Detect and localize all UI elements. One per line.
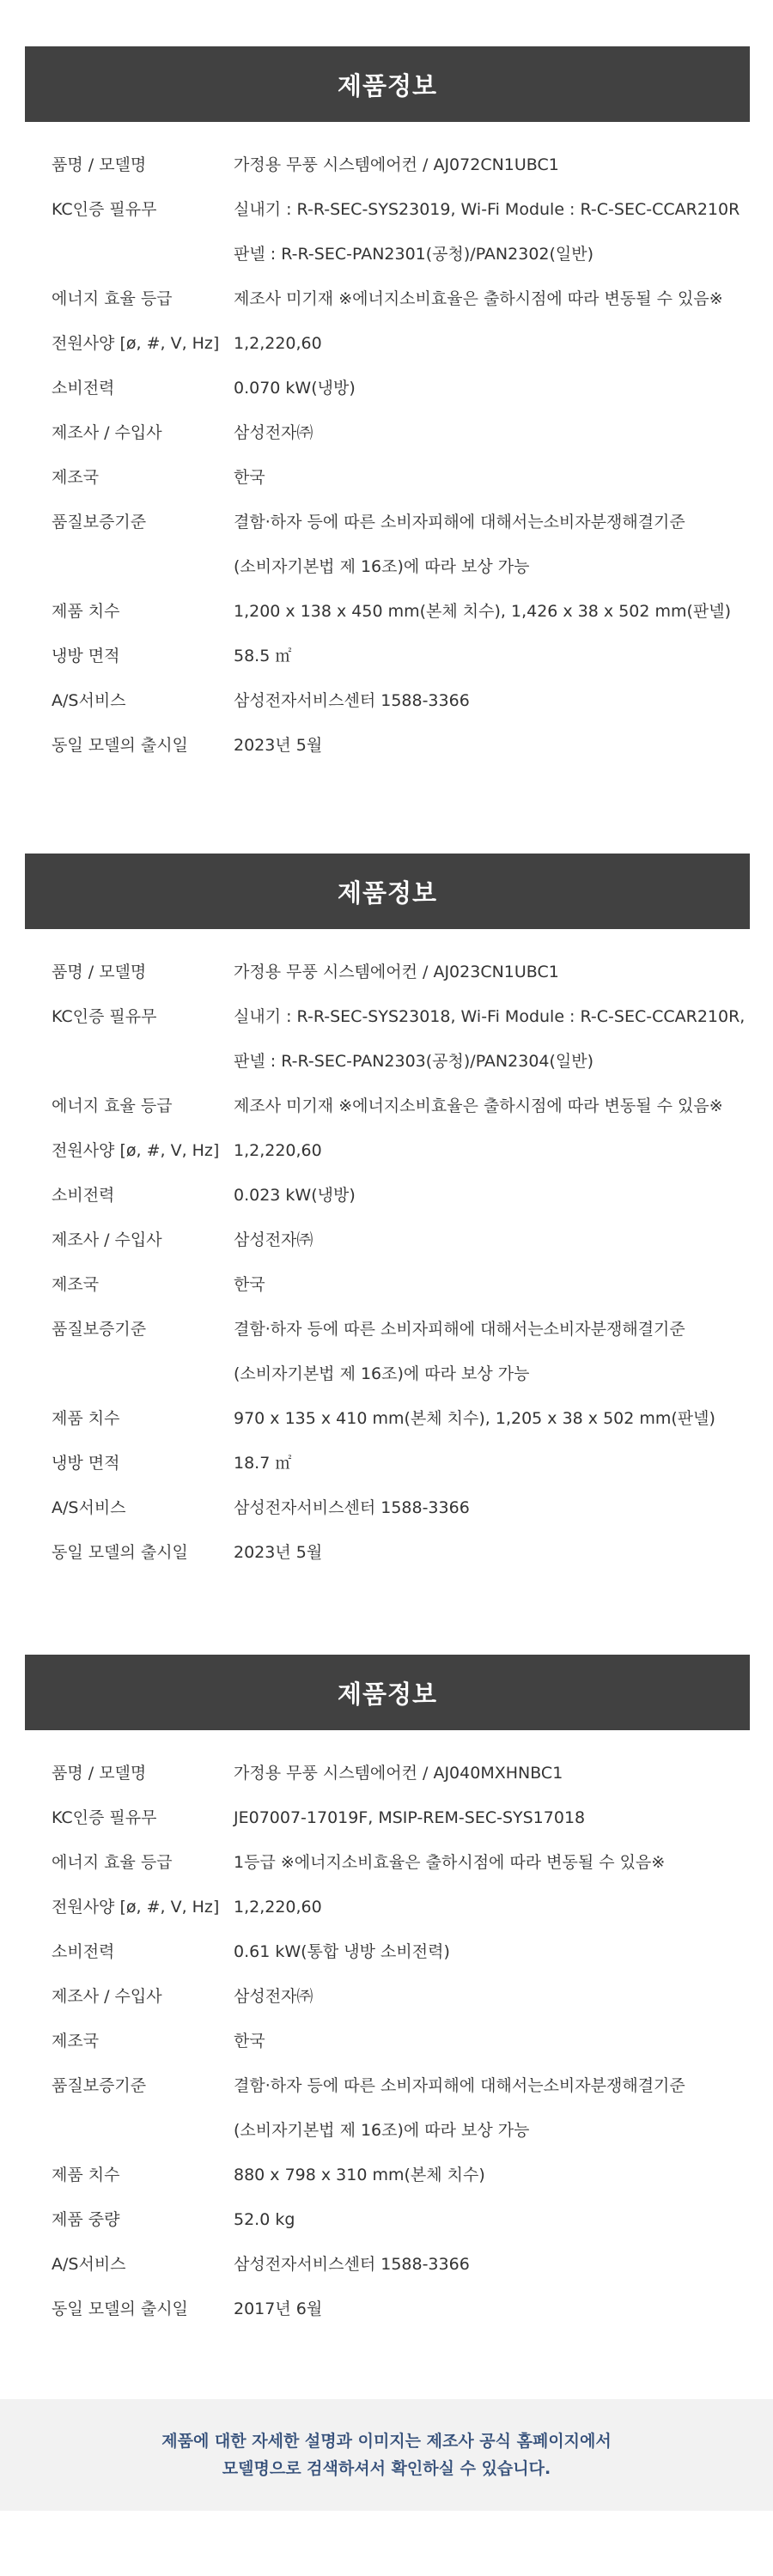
spec-value-line: 판넬 : R-R-SEC-PAN2303(공청)/PAN2304(일반) <box>234 1052 594 1071</box>
spec-value <box>234 1218 750 1262</box>
spec-table <box>25 122 750 768</box>
spec-value <box>234 678 750 723</box>
spec-row <box>25 1441 750 1485</box>
spec-label: 품질보증기준 <box>52 2076 147 2095</box>
spec-value-line: 52.0 kg <box>234 2210 295 2229</box>
spec-value-line: 2023년 5월 <box>234 736 323 755</box>
spec-value-line: 가정용 무풍 시스템에어컨 / AJ072CN1UBC1 <box>234 155 559 174</box>
spec-value-line: 1,2,220,60 <box>234 334 322 353</box>
spec-value-line: 판넬 : R-R-SEC-PAN2301(공청)/PAN2302(일반) <box>234 245 594 264</box>
spec-value-line: 0.61 kW(통합 냉방 소비전력) <box>234 1942 450 1961</box>
spec-value-line: 1,200 x 138 x 450 mm(본체 치수), 1,426 x 38 x 502 mm(판넬) <box>234 602 732 621</box>
spec-value-line: (소비자기본법 제 16조)에 따라 보상 가능 <box>234 557 530 576</box>
spec-label: 동일 모델의 출시일 <box>52 1543 188 1562</box>
spec-row <box>25 1084 750 1128</box>
spec-label: 품질보증기준 <box>52 513 147 532</box>
spec-row <box>25 1929 750 1974</box>
spec-row <box>25 1974 750 2019</box>
spec-label: 제품 치수 <box>52 2166 120 2184</box>
spec-label: 에너지 효율 등급 <box>52 289 173 308</box>
spec-value-line: 0.023 kW(냉방) <box>234 1186 356 1205</box>
spec-value <box>234 455 750 500</box>
spec-value <box>234 2063 750 2153</box>
spec-value-line: 한국 <box>234 2032 265 2050</box>
spec-label: 소비전력 <box>52 1186 115 1205</box>
footer-notice <box>0 2399 773 2511</box>
spec-label: 제조국 <box>52 2032 100 2050</box>
spec-label: 제품 치수 <box>52 1409 120 1428</box>
spec-row <box>25 1795 750 1840</box>
spec-label: 제조사 / 수입사 <box>52 1230 162 1249</box>
spec-value <box>234 1441 750 1485</box>
spec-value-line: 가정용 무풍 시스템에어컨 / AJ023CN1UBC1 <box>234 963 559 981</box>
spec-value <box>234 1885 750 1929</box>
spec-label: A/S서비스 <box>52 691 126 710</box>
spec-value <box>234 1173 750 1218</box>
spec-value <box>234 1530 750 1575</box>
spec-row <box>25 2019 750 2063</box>
spec-row <box>25 634 750 678</box>
spec-label: 품명 / 모델명 <box>52 963 147 981</box>
spec-label: KC인증 필유무 <box>52 1007 157 1026</box>
section-title: 제품정보 <box>25 1655 750 1730</box>
spec-value-line: 결함·하자 등에 따른 소비자피해에 대해서는소비자분쟁해결기준 <box>234 2076 685 2095</box>
spec-label: 제조국 <box>52 468 100 487</box>
spec-value-line: 가정용 무풍 시스템에어컨 / AJ040MXHNBC1 <box>234 1764 563 1783</box>
spec-value-line: 결함·하자 등에 따른 소비자피해에 대해서는소비자분쟁해결기준 <box>234 513 685 532</box>
spec-row <box>25 455 750 500</box>
spec-value-line: 0.070 kW(냉방) <box>234 379 356 398</box>
spec-value-line: 제조사 미기재 ※에너지소비효율은 출하시점에 따라 변동될 수 있음※ <box>234 289 723 308</box>
spec-value <box>234 1485 750 1530</box>
spec-label: 동일 모델의 출시일 <box>52 736 188 755</box>
spec-row <box>25 2063 750 2153</box>
spec-value <box>234 950 750 994</box>
spec-row <box>25 2153 750 2197</box>
spec-value <box>234 321 750 366</box>
spec-value <box>234 2197 750 2242</box>
spec-label: 소비전력 <box>52 1942 115 1961</box>
spec-value <box>234 1262 750 1307</box>
spec-value <box>234 2242 750 2287</box>
spec-label: 품명 / 모델명 <box>52 1764 147 1783</box>
spec-row <box>25 1128 750 1173</box>
spec-value-line: 1,2,220,60 <box>234 1141 322 1160</box>
spec-value-line: 58.5 ㎡ <box>234 647 292 665</box>
spec-table <box>25 1730 750 2331</box>
footer-notice-line: 제품에 대한 자세한 설명과 이미지는 제조사 공식 홈페이지에서 <box>161 2432 612 2451</box>
spec-label: 동일 모델의 출시일 <box>52 2300 188 2318</box>
spec-value-line: 한국 <box>234 468 265 487</box>
spec-value-line: 970 x 135 x 410 mm(본체 치수), 1,205 x 38 x 502 mm(판넬) <box>234 1409 715 1428</box>
spec-label: 제조사 / 수입사 <box>52 1987 162 2006</box>
spec-row <box>25 589 750 634</box>
spec-row <box>25 2242 750 2287</box>
spec-value-line: 삼성전자서비스센터 1588-3366 <box>234 2255 470 2274</box>
spec-value <box>234 410 750 455</box>
spec-value <box>234 1840 750 1885</box>
spec-value-line: 1,2,220,60 <box>234 1898 322 1917</box>
spec-table <box>25 929 750 1575</box>
spec-value <box>234 1974 750 2019</box>
spec-row <box>25 500 750 589</box>
spec-value-line: 2023년 5월 <box>234 1543 323 1562</box>
spec-value <box>234 634 750 678</box>
spec-label: 제품 치수 <box>52 602 120 621</box>
spec-row <box>25 276 750 321</box>
spec-value <box>234 1128 750 1173</box>
spec-row <box>25 1173 750 1218</box>
product-info-section <box>25 1655 750 2331</box>
spec-value-line: JE07007-17019F, MSIP-REM-SEC-SYS17018 <box>234 1808 586 1827</box>
spec-value <box>234 187 750 276</box>
section-title: 제품정보 <box>25 854 750 929</box>
spec-value-line: 삼성전자㈜ <box>234 1230 313 1249</box>
spec-value-line: 결함·하자 등에 따른 소비자피해에 대해서는소비자분쟁해결기준 <box>234 1320 685 1339</box>
spec-value <box>234 1795 750 1840</box>
spec-label: 제조사 / 수입사 <box>52 423 162 442</box>
spec-label: 제조국 <box>52 1275 100 1294</box>
spec-value <box>234 1307 750 1396</box>
spec-row <box>25 143 750 187</box>
spec-value <box>234 994 750 1084</box>
spec-row <box>25 1262 750 1307</box>
spec-value <box>234 1751 750 1795</box>
spec-value-line: (소비자기본법 제 16조)에 따라 보상 가능 <box>234 2121 530 2140</box>
spec-label: 제품 중량 <box>52 2210 120 2229</box>
spec-value-line: 1등급 ※에너지소비효율은 출하시점에 따라 변동될 수 있음※ <box>234 1853 666 1872</box>
spec-row <box>25 1485 750 1530</box>
spec-row <box>25 994 750 1084</box>
spec-row <box>25 2197 750 2242</box>
spec-label: 에너지 효율 등급 <box>52 1853 173 1872</box>
spec-value <box>234 2019 750 2063</box>
spec-row <box>25 321 750 366</box>
product-info-section <box>25 46 750 768</box>
spec-label: 품질보증기준 <box>52 1320 147 1339</box>
spec-label: A/S서비스 <box>52 2255 126 2274</box>
spec-label: 에너지 효율 등급 <box>52 1097 173 1115</box>
spec-value-line: 18.7 ㎡ <box>234 1454 292 1473</box>
spec-value <box>234 2287 750 2331</box>
spec-value-line: 실내기 : R-R-SEC-SYS23019, Wi-Fi Module : R-C-SEC-CCAR210R <box>234 200 740 219</box>
spec-label: 전원사양 [ø, #, V, Hz] <box>52 334 220 353</box>
spec-value <box>234 589 750 634</box>
spec-value <box>234 1929 750 1974</box>
spec-value <box>234 1084 750 1128</box>
spec-row <box>25 950 750 994</box>
spec-value <box>234 723 750 768</box>
spec-value <box>234 1396 750 1441</box>
spec-label: 소비전력 <box>52 379 115 398</box>
footer-notice-line: 모델명으로 검색하셔서 확인하실 수 있습니다. <box>222 2459 551 2478</box>
section-title: 제품정보 <box>25 46 750 122</box>
spec-row <box>25 410 750 455</box>
spec-label: KC인증 필유무 <box>52 1808 157 1827</box>
spec-row <box>25 2287 750 2331</box>
spec-value <box>234 2153 750 2197</box>
spec-label: 냉방 면적 <box>52 1454 120 1473</box>
spec-label: 전원사양 [ø, #, V, Hz] <box>52 1898 220 1917</box>
spec-label: A/S서비스 <box>52 1498 126 1517</box>
spec-label: 품명 / 모델명 <box>52 155 147 174</box>
spec-value <box>234 143 750 187</box>
spec-value <box>234 366 750 410</box>
product-info-section <box>25 854 750 1575</box>
spec-value-line: 삼성전자서비스센터 1588-3366 <box>234 691 470 710</box>
spec-value <box>234 500 750 589</box>
spec-value-line: 2017년 6월 <box>234 2300 323 2318</box>
spec-row <box>25 1396 750 1441</box>
spec-label: 전원사양 [ø, #, V, Hz] <box>52 1141 220 1160</box>
spec-value-line: 880 x 798 x 310 mm(본체 치수) <box>234 2166 485 2184</box>
spec-row <box>25 366 750 410</box>
spec-row <box>25 1307 750 1396</box>
spec-row <box>25 187 750 276</box>
spec-row <box>25 723 750 768</box>
spec-row <box>25 1840 750 1885</box>
spec-value-line: (소비자기본법 제 16조)에 따라 보상 가능 <box>234 1364 530 1383</box>
spec-row <box>25 1751 750 1795</box>
spec-row <box>25 1885 750 1929</box>
spec-value-line: 삼성전자㈜ <box>234 423 313 442</box>
spec-row <box>25 1530 750 1575</box>
spec-value-line: 한국 <box>234 1275 265 1294</box>
spec-row <box>25 678 750 723</box>
spec-value <box>234 276 750 321</box>
spec-value-line: 삼성전자서비스센터 1588-3366 <box>234 1498 470 1517</box>
spec-value-line: 실내기 : R-R-SEC-SYS23018, Wi-Fi Module : R-C-SEC-CCAR210R, <box>234 1007 746 1026</box>
spec-row <box>25 1218 750 1262</box>
spec-value-line: 삼성전자㈜ <box>234 1987 313 2006</box>
spec-label: 냉방 면적 <box>52 647 120 665</box>
spec-value-line: 제조사 미기재 ※에너지소비효율은 출하시점에 따라 변동될 수 있음※ <box>234 1097 723 1115</box>
spec-label: KC인증 필유무 <box>52 200 157 219</box>
